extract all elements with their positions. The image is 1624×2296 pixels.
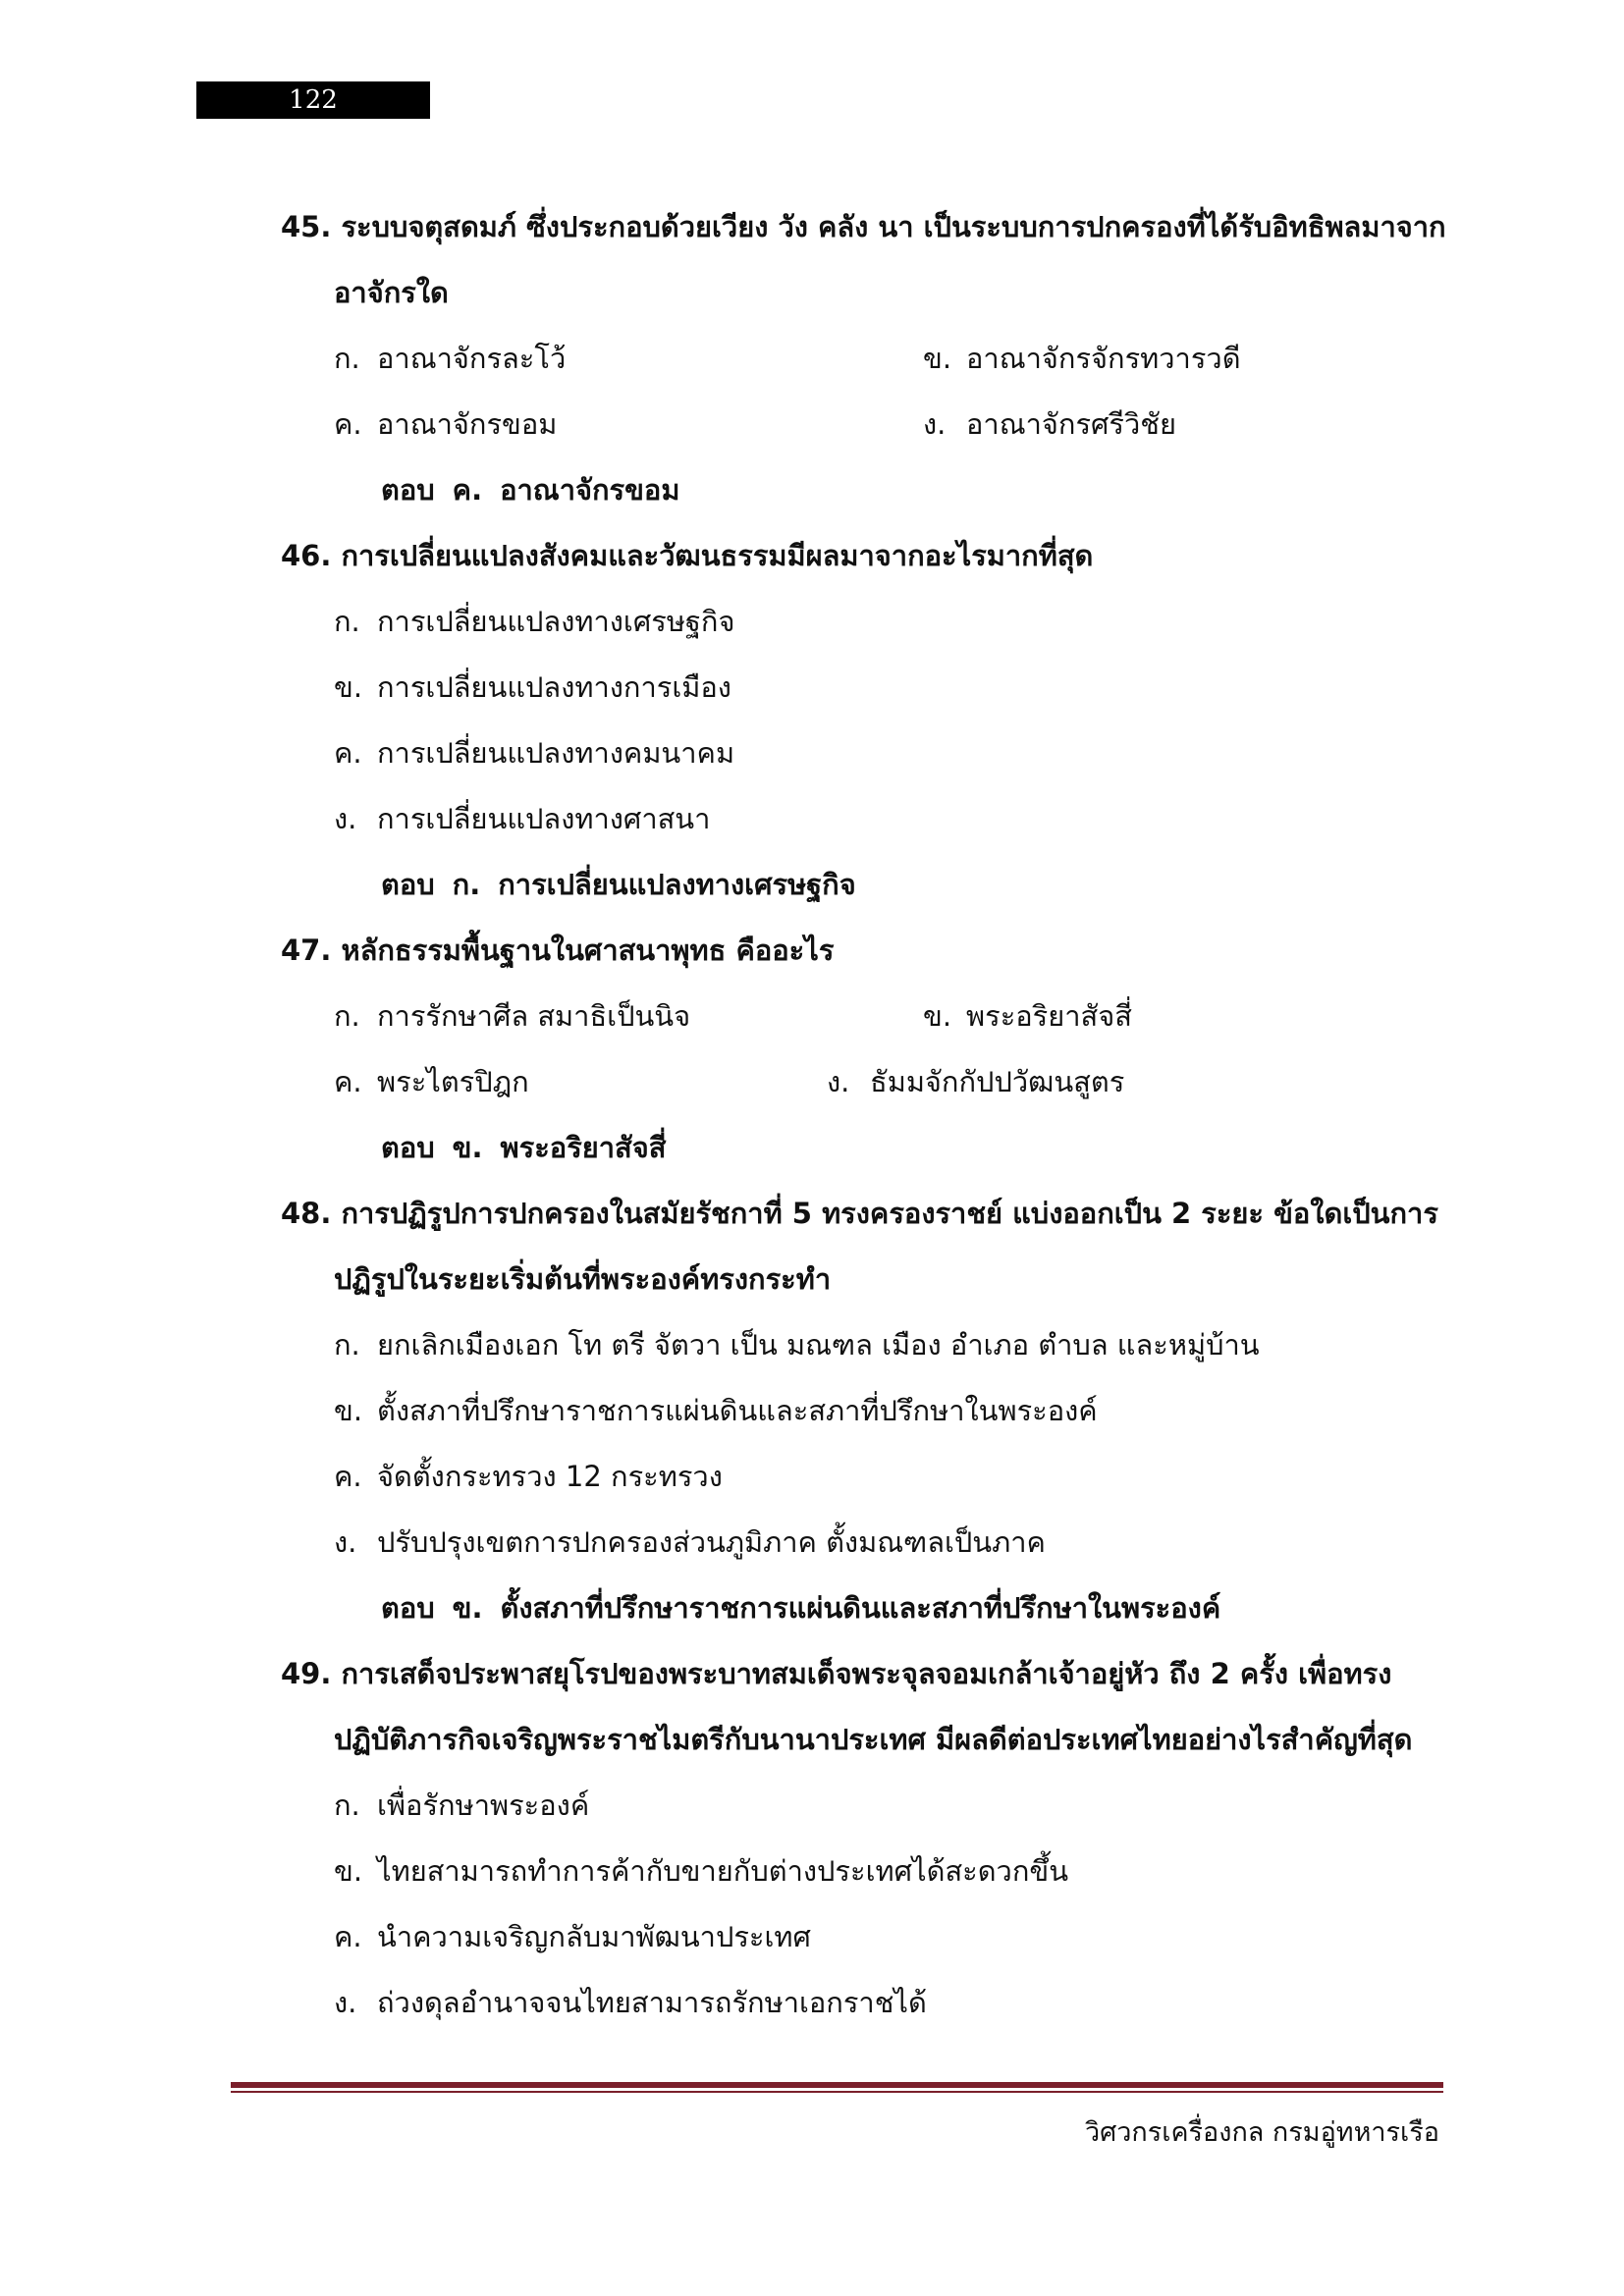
question-46-option-a	[334, 605, 735, 638]
option-label: ค.	[334, 736, 362, 770]
page-number: 122	[196, 81, 430, 119]
option-text: อาณาจักรละโว้	[377, 342, 567, 375]
option-label: ค.	[334, 1920, 362, 1953]
question-47-option-a	[334, 999, 691, 1033]
option-label: ก.	[334, 605, 360, 638]
question-48-option-d	[334, 1525, 1046, 1559]
option-text: การเปลี่ยนแปลงทางการเมือง	[377, 670, 731, 704]
option-text: ยกเลิกเมืองเอก โท ตรี จัตวา เป็น มณฑล เมือง อำเภอ ตำบล และหมู่บ้าน	[377, 1328, 1260, 1362]
question-48-text-cont: ปฏิรูปในระยะเริ่มต้นที่พระองค์ทรงกระทำ	[334, 1262, 832, 1296]
footer-text: วิศวกรเครื่องกล กรมอู่ทหารเรือ	[1084, 2117, 1439, 2148]
answer-label: ข.	[452, 1591, 483, 1625]
question-48-answer	[381, 1591, 1221, 1625]
option-label: ก.	[334, 999, 360, 1033]
question-47-option-c	[334, 1065, 529, 1098]
question-49-option-a	[334, 1791, 589, 1820]
answer-text: พระอริยาสัจสี่	[500, 1131, 667, 1164]
question-48-option-b	[334, 1394, 1098, 1427]
option-text: อาณาจักรศรีวิชัย	[966, 407, 1176, 441]
question-45-answer	[381, 473, 680, 507]
option-label: ข.	[334, 1854, 363, 1888]
question-45-option-b	[923, 342, 1241, 375]
option-text: พระไตรปิฎก	[377, 1065, 529, 1098]
option-text: การเปลี่ยนแปลงทางคมนาคม	[377, 736, 735, 770]
question-45-text-cont: อาจักรใด	[334, 276, 449, 309]
question-46-option-c	[334, 736, 735, 770]
option-text: ตั้งสภาที่ปรึกษาราชการแผ่นดินและสภาที่ปรึกษาในพระองค์	[377, 1394, 1098, 1427]
footer-rule-thin	[231, 2091, 1443, 2093]
option-text: ไทยสามารถทำการค้ากับขายกับต่างประเทศได้สะดวกขึ้น	[377, 1854, 1069, 1888]
answer-text: ตั้งสภาที่ปรึกษาราชการแผ่นดินและสภาที่ปรึกษาในพระองค์	[500, 1591, 1221, 1625]
option-label: ก.	[334, 1789, 360, 1822]
option-label: ข.	[334, 1394, 363, 1427]
option-label: ง.	[827, 1065, 850, 1098]
option-label: ค.	[334, 407, 362, 441]
question-46-option-b	[334, 670, 731, 704]
question-45-option-d	[923, 407, 1176, 441]
answer-prefix: ตอบ	[381, 473, 435, 507]
question-47-option-b	[923, 999, 1132, 1033]
option-label: ค.	[334, 1460, 362, 1493]
question-45-option-a	[334, 342, 567, 375]
question-49-option-c	[334, 1920, 811, 1953]
footer-rule	[231, 2082, 1443, 2088]
option-label: ก.	[334, 342, 360, 375]
question-46-answer	[381, 868, 856, 901]
question-45-option-c	[334, 407, 558, 441]
option-label: ง.	[334, 802, 357, 835]
question-49-text: 49. การเสด็จประพาสยุโรปของพระบาทสมเด็จพระจุลจอมเกล้าเจ้าอยู่หัว ถึง 2 ครั้ง เพื่อทรง	[281, 1657, 1392, 1690]
answer-prefix: ตอบ	[381, 1591, 435, 1625]
option-text: การเปลี่ยนแปลงทางเศรษฐกิจ	[377, 605, 735, 638]
option-text: อาณาจักรขอม	[377, 407, 558, 441]
option-text: ธัมมจักกัปปวัฒนสูตร	[870, 1065, 1125, 1098]
option-text: อาณาจักรจักรทวารวดี	[966, 342, 1241, 375]
option-label: ก.	[334, 1328, 360, 1362]
question-48-text: 48. การปฏิรูปการปกครองในสมัยรัชกาที่ 5 ทรงครองราชย์ แบ่งออกเป็น 2 ระยะ ข้อใดเป็นการ	[281, 1197, 1438, 1230]
option-text: การรักษาศีล สมาธิเป็นนิจ	[377, 999, 691, 1033]
question-48-option-a	[334, 1328, 1260, 1362]
question-47-option-d	[827, 1065, 1125, 1098]
option-text: เพื่อรักษาพระองค์	[377, 1789, 590, 1822]
option-label: ง.	[334, 1986, 357, 2019]
option-label: ค.	[334, 1065, 362, 1098]
option-label: ง.	[923, 407, 947, 441]
question-49-text-cont: ปฏิบัติภารกิจเจริญพระราชไมตรีกับนานาประเทศ มีผลดีต่อประเทศไทยอย่างไรสำคัญที่สุด	[334, 1723, 1413, 1756]
question-46-text: 46. การเปลี่ยนแปลงสังคมและวัฒนธรรมมีผลมาจากอะไรมากที่สุด	[281, 539, 1094, 572]
answer-prefix: ตอบ	[381, 868, 435, 901]
option-text: จัดตั้งกระทรวง 12 กระทรวง	[377, 1460, 723, 1493]
answer-label: ก.	[452, 868, 481, 901]
question-49-option-b	[334, 1854, 1069, 1888]
question-46-option-d	[334, 802, 711, 835]
option-text: ปรับปรุงเขตการปกครองส่วนภูมิภาค ตั้งมณฑลเป็นภาค	[377, 1525, 1046, 1559]
answer-label: ข.	[452, 1131, 483, 1164]
option-text: นำความเจริญกลับมาพัฒนาประเทศ	[377, 1920, 811, 1953]
option-label: ข.	[334, 670, 363, 704]
answer-text: การเปลี่ยนแปลงทางเศรษฐกิจ	[498, 868, 856, 901]
option-text: การเปลี่ยนแปลงทางศาสนา	[377, 802, 711, 835]
question-47-answer	[381, 1131, 667, 1164]
question-48-option-c	[334, 1460, 723, 1493]
option-text: พระอริยาสัจสี่	[966, 999, 1132, 1033]
option-label: ง.	[334, 1525, 357, 1559]
answer-label: ค.	[452, 473, 483, 507]
option-text: ถ่วงดุลอำนาจจนไทยสามารถรักษาเอกราชได้	[377, 1986, 927, 2019]
question-47-text: 47. หลักธรรมพื้นฐานในศาสนาพุทธ คืออะไร	[281, 934, 835, 967]
option-label: ข.	[923, 342, 952, 375]
question-45-text: 45. ระบบจตุสดมภ์ ซึ่งประกอบด้วยเวียง วัง คลัง นา เป็นระบบการปกครองที่ได้รับอิทธิพลมาจาก	[281, 210, 1446, 243]
answer-prefix: ตอบ	[381, 1131, 435, 1164]
option-label: ข.	[923, 999, 952, 1033]
answer-text: อาณาจักรขอม	[500, 473, 680, 507]
question-49-option-d	[334, 1986, 927, 2019]
